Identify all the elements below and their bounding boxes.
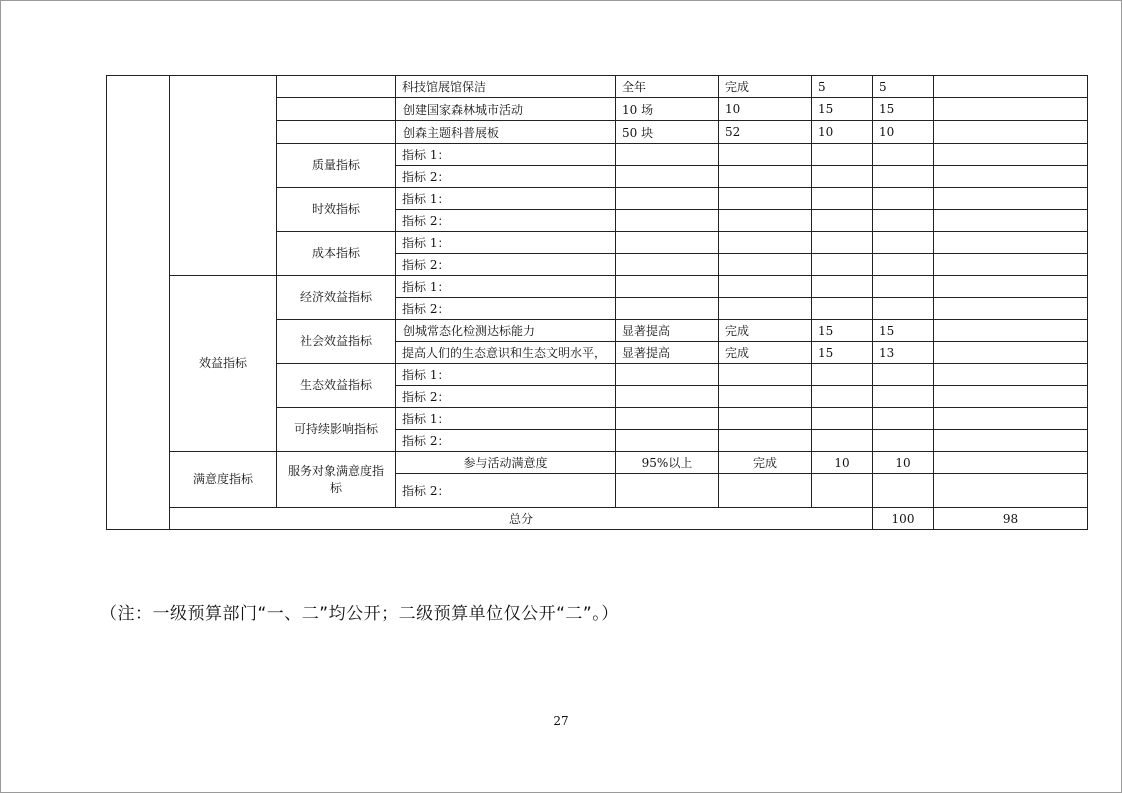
score-value: 15: [873, 98, 934, 121]
score-value: 15: [873, 320, 934, 342]
indicator-name: 参与活动满意度: [396, 452, 616, 474]
total-weight: 100: [873, 508, 934, 530]
indicator-name: 指标 2：: [396, 298, 616, 320]
table-row: [107, 276, 1088, 298]
table-row: [107, 452, 1088, 474]
actual-value: 完成: [719, 342, 812, 364]
sustainable-impact-label: 可持续影响指标: [277, 408, 396, 452]
performance-table: [106, 75, 1088, 530]
actual-value: 52: [719, 121, 812, 144]
level2-blank-cell: [170, 76, 277, 276]
note-cell: [934, 320, 1088, 342]
weight-value: 5: [812, 76, 873, 98]
score-value: 13: [873, 342, 934, 364]
weight-value: 15: [812, 342, 873, 364]
indicator-name: 提高人们的生态意识和生态文明水平，: [396, 342, 616, 364]
level3-blank-cell: [277, 121, 396, 144]
ecological-benefit-label: 生态效益指标: [277, 364, 396, 408]
actual-value: 完成: [719, 320, 812, 342]
target-value: 10 场: [616, 98, 719, 121]
note-cell: [934, 121, 1088, 144]
indicator-name: 指标 1：: [396, 276, 616, 298]
note-cell: [934, 76, 1088, 98]
table-row: [107, 76, 1088, 98]
target-value: 显著提高: [616, 342, 719, 364]
note-cell: [934, 452, 1088, 474]
indicator-name: 创城常态化检测达标能力: [396, 320, 616, 342]
target-value: 显著提高: [616, 320, 719, 342]
score-value: 5: [873, 76, 934, 98]
indicator-name: 指标 1：: [396, 408, 616, 430]
economic-benefit-label: 经济效益指标: [277, 276, 396, 320]
note-cell: [934, 342, 1088, 364]
indicator-name: 指标 1：: [396, 232, 616, 254]
actual-value: 完成: [719, 76, 812, 98]
weight-value: 10: [812, 452, 873, 474]
indicator-name: 指标 2：: [396, 474, 616, 508]
weight-value: 15: [812, 320, 873, 342]
weight-value: 10: [812, 121, 873, 144]
level3-blank-cell: [277, 76, 396, 98]
target-value: 95%以上: [616, 452, 719, 474]
service-satisfaction-label: 服务对象满意度指标: [277, 452, 396, 508]
total-label: 总分: [170, 508, 873, 530]
quality-indicator-label: 质量指标: [277, 144, 396, 188]
level3-blank-cell: [277, 98, 396, 121]
indicator-name: 科技馆展馆保洁: [396, 76, 616, 98]
indicator-name: 指标 2：: [396, 210, 616, 232]
indicator-name: 指标 1：: [396, 364, 616, 386]
indicator-name: 指标 2：: [396, 386, 616, 408]
note-cell: [934, 98, 1088, 121]
indicator-name: 指标 2：: [396, 254, 616, 276]
target-value: 50 块: [616, 121, 719, 144]
satisfaction-indicator-label: 满意度指标: [170, 452, 277, 508]
target-value: 全年: [616, 76, 719, 98]
indicator-name: 指标 1：: [396, 188, 616, 210]
indicator-name: 指标 2：: [396, 430, 616, 452]
score-value: 10: [873, 121, 934, 144]
level1-blank-cell: [107, 76, 170, 530]
actual-value: 完成: [719, 452, 812, 474]
score-value: 10: [873, 452, 934, 474]
total-row: [107, 508, 1088, 530]
page-number: 27: [553, 714, 569, 728]
indicator-name: 创建国家森林城市活动: [396, 98, 616, 121]
indicator-name: 创森主题科普展板: [396, 121, 616, 144]
indicator-name: 指标 1：: [396, 144, 616, 166]
indicator-name: 指标 2：: [396, 166, 616, 188]
benefit-indicator-label: 效益指标: [170, 276, 277, 452]
total-score: 98: [934, 508, 1088, 530]
disclosure-note: （注：一级预算部门“一、二”均公开；二级预算单位仅公开“二”。）: [100, 604, 619, 624]
actual-value: 10: [719, 98, 812, 121]
weight-value: 15: [812, 98, 873, 121]
social-benefit-label: 社会效益指标: [277, 320, 396, 364]
cost-indicator-label: 成本指标: [277, 232, 396, 276]
timeliness-indicator-label: 时效指标: [277, 188, 396, 232]
